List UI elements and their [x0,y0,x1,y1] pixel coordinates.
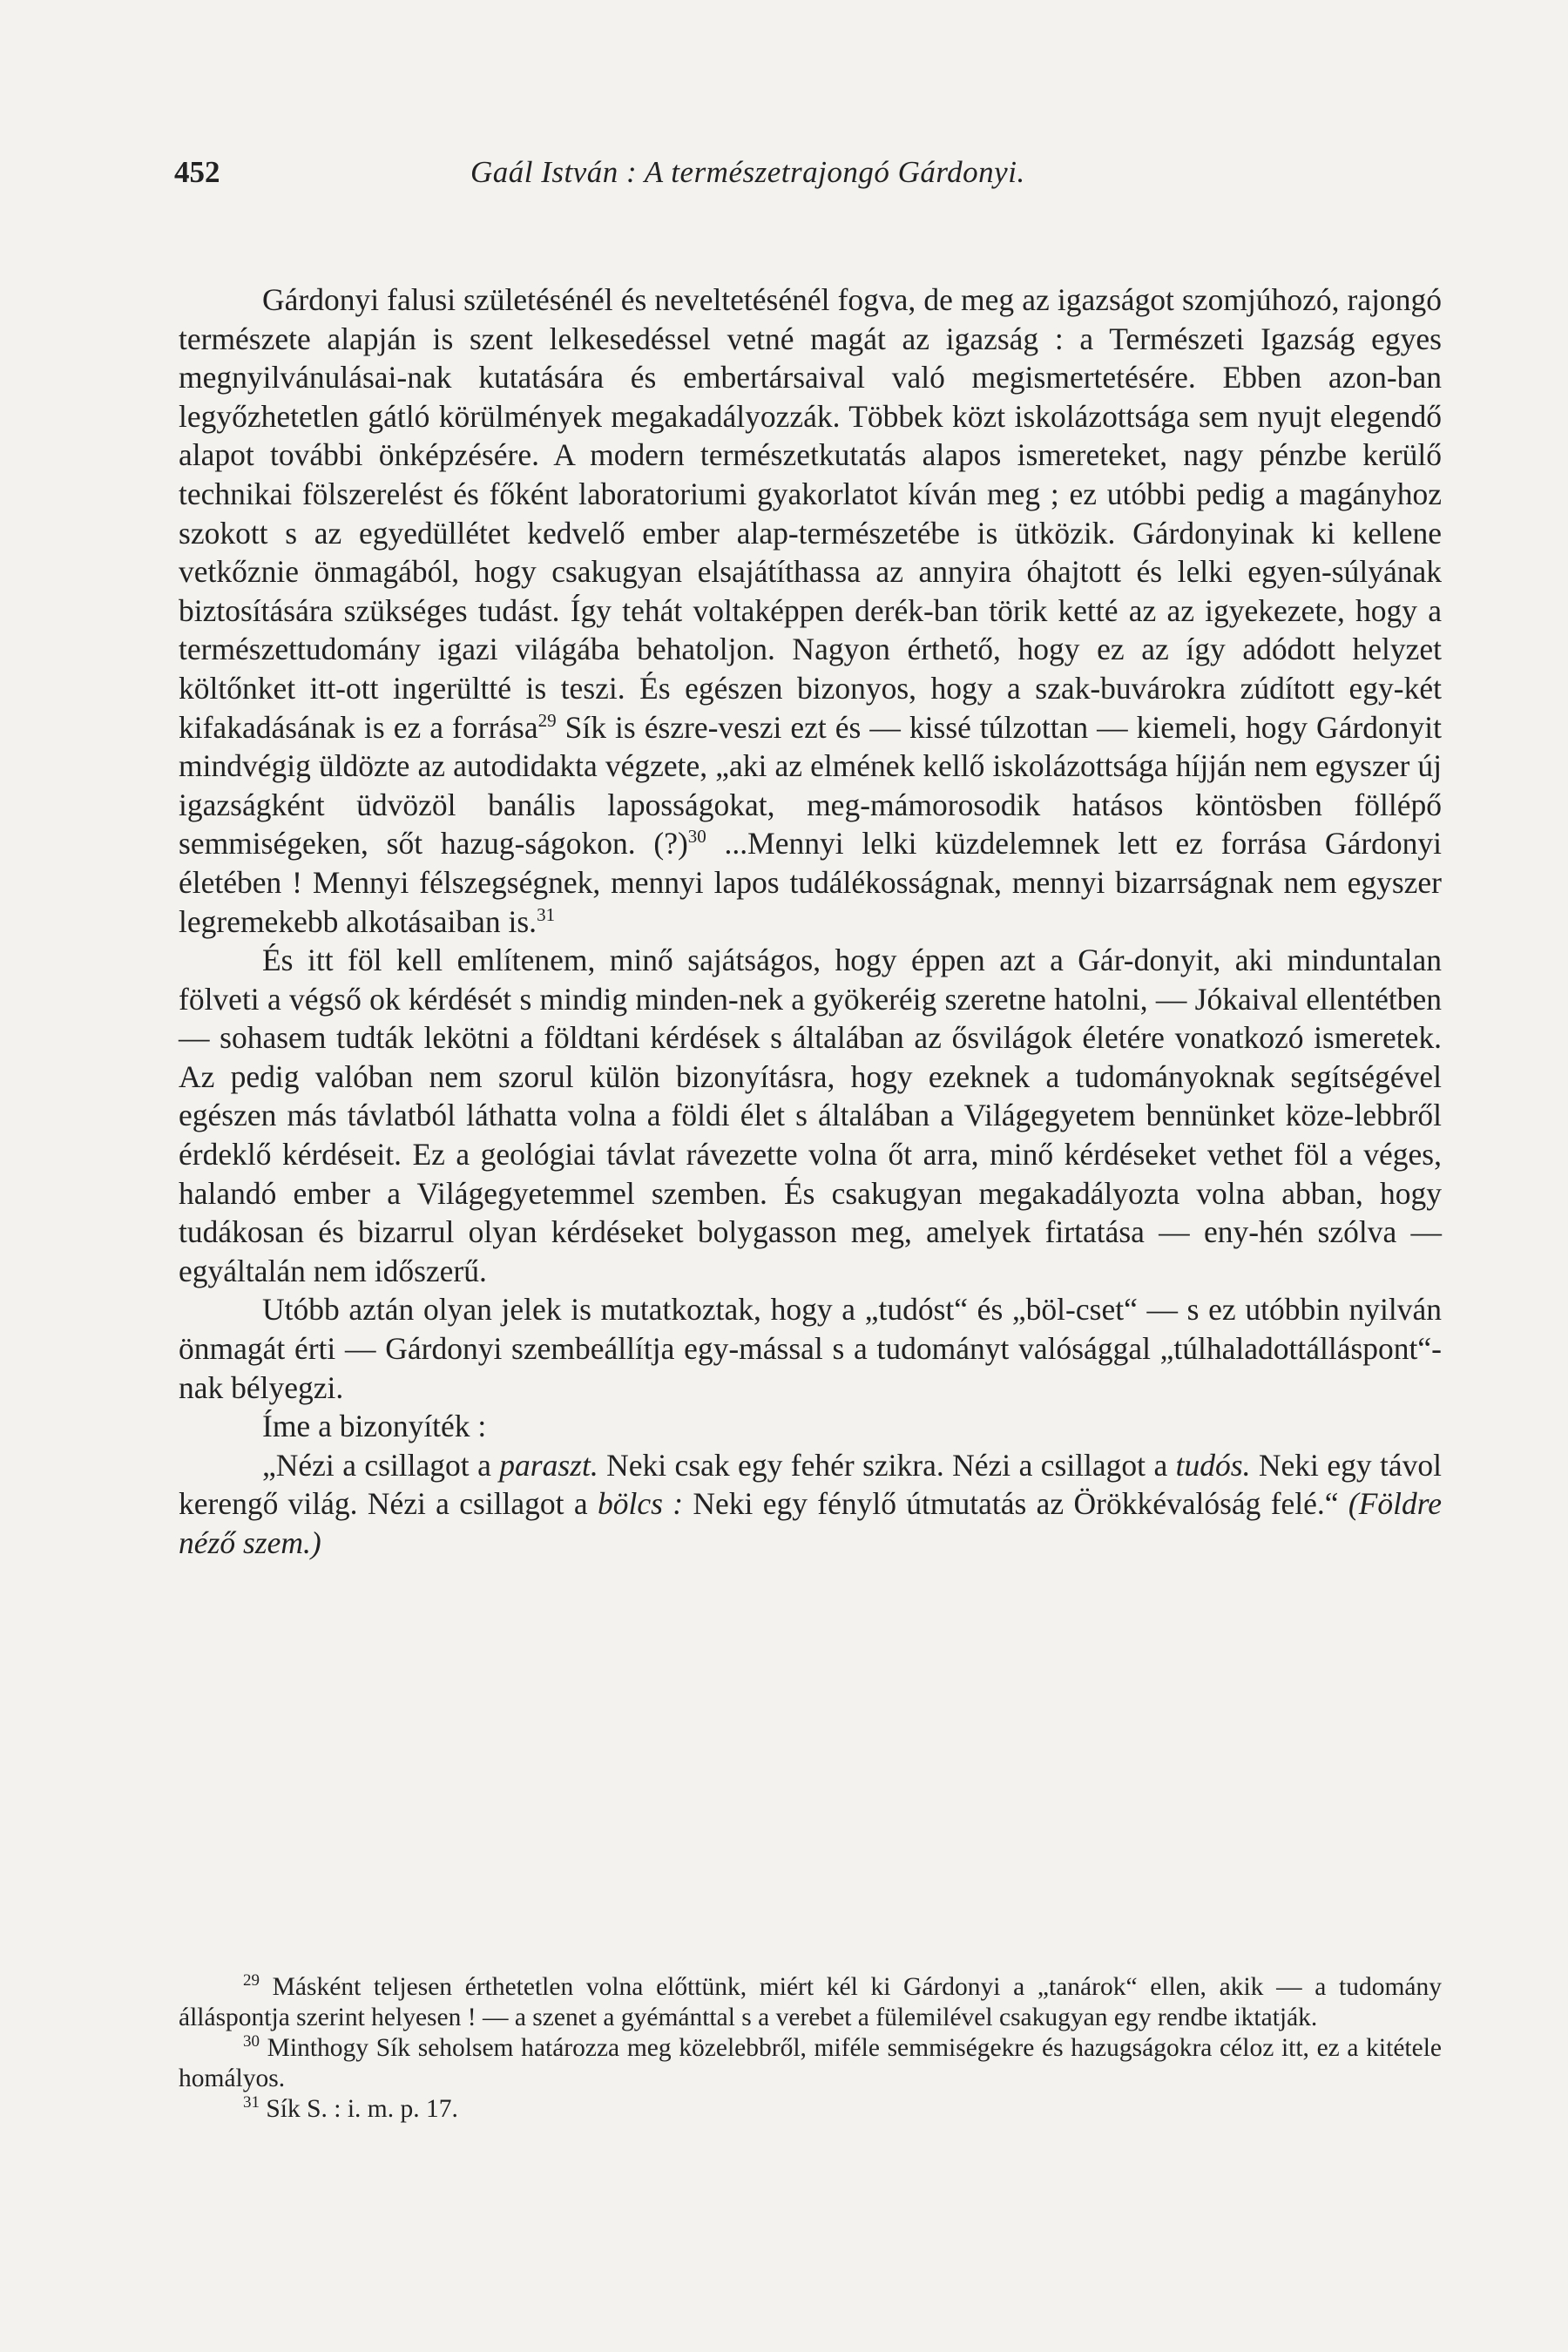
text-run: Íme a bizonyíték : [262,1409,487,1444]
body-paragraph [179,1446,1442,1563]
footnote-number: 30 [243,2032,260,2051]
page-number: 452 [174,155,220,189]
body-paragraph [179,1407,1442,1446]
italic-text: (Földre néző szem.) [179,1486,1442,1560]
body-paragraph [179,941,1442,1290]
footnote-number: 29 [243,1971,260,1990]
text-run: Neki egy fénylő útmutatás az Örökkévalóság felé.“ [683,1486,1348,1522]
italic-text: bölcs : [597,1486,684,1522]
footnote-reference: 31 [537,903,556,925]
body-paragraph [179,1290,1442,1407]
running-head [174,155,1437,199]
text-run: „Nézi a csillagot a [262,1447,500,1483]
body-text [179,280,1442,1563]
running-title: Gaál István : A természetrajongó Gárdonyi. [470,155,1025,189]
footnote-text: Minthogy Sík seholsem határozza meg közelebbről, miféle semmiségekre és hazugságokra céloz itt, ez a kitétele homályos. [179,2034,1442,2092]
text-run: Neki egy távol kerengő világ. Nézi a csillagot a [179,1447,1442,1522]
footnote-text: Másként teljesen érthetetlen volna előttünk, miért kél ki Gárdonyi a „tanárok“ ellen, akik — a tudomány álláspontja szerint helyesen ! — a szenet a gyémánttal s a verebet a fülemilével csakugyan egy rendbe iktatják. [179,1973,1442,2031]
footnote [179,1972,1442,2033]
footnote-number: 31 [243,2093,260,2112]
footnote-text: Sík S. : i. m. p. 17. [260,2095,458,2123]
footnote-reference: 29 [537,709,557,731]
text-run: ...Mennyi lelki küzdelemnek lett ez forrása Gárdonyi életében ! Mennyi félszegségnek, mennyi lapos tudálékosságnak, mennyi bizarrságnak nem egyszer legremekebb alkotásaiban is. [179,826,1443,939]
text-run: És itt föl kell említenem, minő sajátságos, hogy éppen azt a Gár-donyit, aki minduntalan fölveti a végső ok kérdését s mindig minden-nek a gyökeréig szeretne hatolni, — Jókaival ellentétben — sohasem tudták lekötni a földtani kérdések s általában az ősvilágok életére vonatkozó ismeretek. Az pedig valóban nem szorul külön bizonyításra, hogy ezeknek a tudományoknak segítségével egészen más távlatból láthatta volna a földi élet s általában a Világegyetem bennünket köze-lebbről érdeklő kérdéseit. Ez a geológiai távlat rávezette volna őt arra, minő kérdéseket vethet föl a véges, halandó ember a Világegyetemmel szemben. És csakugyan megakadályozta volna abban, hogy tudákosan és bizarrul olyan kérdéseket bolygasson meg, amelyek firtatása — eny-hén szólva — egyáltalán nem időszerű. [179,943,1442,1288]
text-run: Sík is észre-veszi ezt és — kissé túlzottan — kiemeli, hogy Gárdonyit mindvégig üldözte az autodidakta végzete, „aki az elmének kellő iskolázottsága híjján nem egyszer új igazságként üdvözöl banális laposságokat, meg-mámorosodik hatásos köntösben föllépő semmiségeken, sőt hazug-ságokon. (?) [179,709,1442,862]
text-run: Neki csak egy fehér szikra. Nézi a csillagot a [598,1447,1176,1483]
italic-text: tudós. [1175,1447,1251,1483]
text-run: Gárdonyi falusi születésénél és neveltetésénél fogva, de meg az igazságot szomjúhozó, rajongó természete alapján is szent lelkesedéssel vetné magát az igazság : a Természeti Igazság egyes megnyilvánulásai-nak kutatására és embertársaival való megismertetésére. Ebben azon-ban legyőzhetetlen gátló körülmények megakadályozzák. Többek közt iskolázottsága sem nyujt elegendő alapot további önképzésére. A modern természetkutatás alapos ismereteket, nagy pénzbe kerülő technikai fölszerelést és főként laboratoriumi gyakorlatot kíván meg ; ez utóbbi pedig a magányhoz szokott s az egyedüllétet kedvelő ember alap-természetébe is ütközik. Gárdonyinak ki kellene vetkőznie önmagából, hogy csakugyan elsajátíthassa az annyira óhajtott és lelki egyen-súlyának biztosítására szükséges tudást. Így tehát voltaképpen derék-ban törik ketté az az igyekezete, hogy a természettudomány igazi világába behatoljon. Nagyon érthető, hogy ez az így adódott helyzet költőnket itt-ott ingerültté is teszi. És egészen bizonyos, hogy a szak-buvárokra zúdított egy-két kifakadásának is ez a forrása [179,282,1442,745]
footnote [179,2033,1442,2094]
footnotes [179,1972,1442,2125]
text-run: Utóbb aztán olyan jelek is mutatkoztak, hogy a „tudóst“ és „böl-cset“ — s ez utóbbin nyilván önmagát érti — Gárdonyi szembeállítja egy-mással s a tudományt valósággal „túlhaladottálláspont“-nak bélyegzi. [179,1292,1442,1405]
body-paragraph [179,280,1442,941]
footnote-reference: 30 [687,826,706,848]
footnote [179,2094,1442,2125]
italic-text: paraszt. [499,1447,598,1483]
